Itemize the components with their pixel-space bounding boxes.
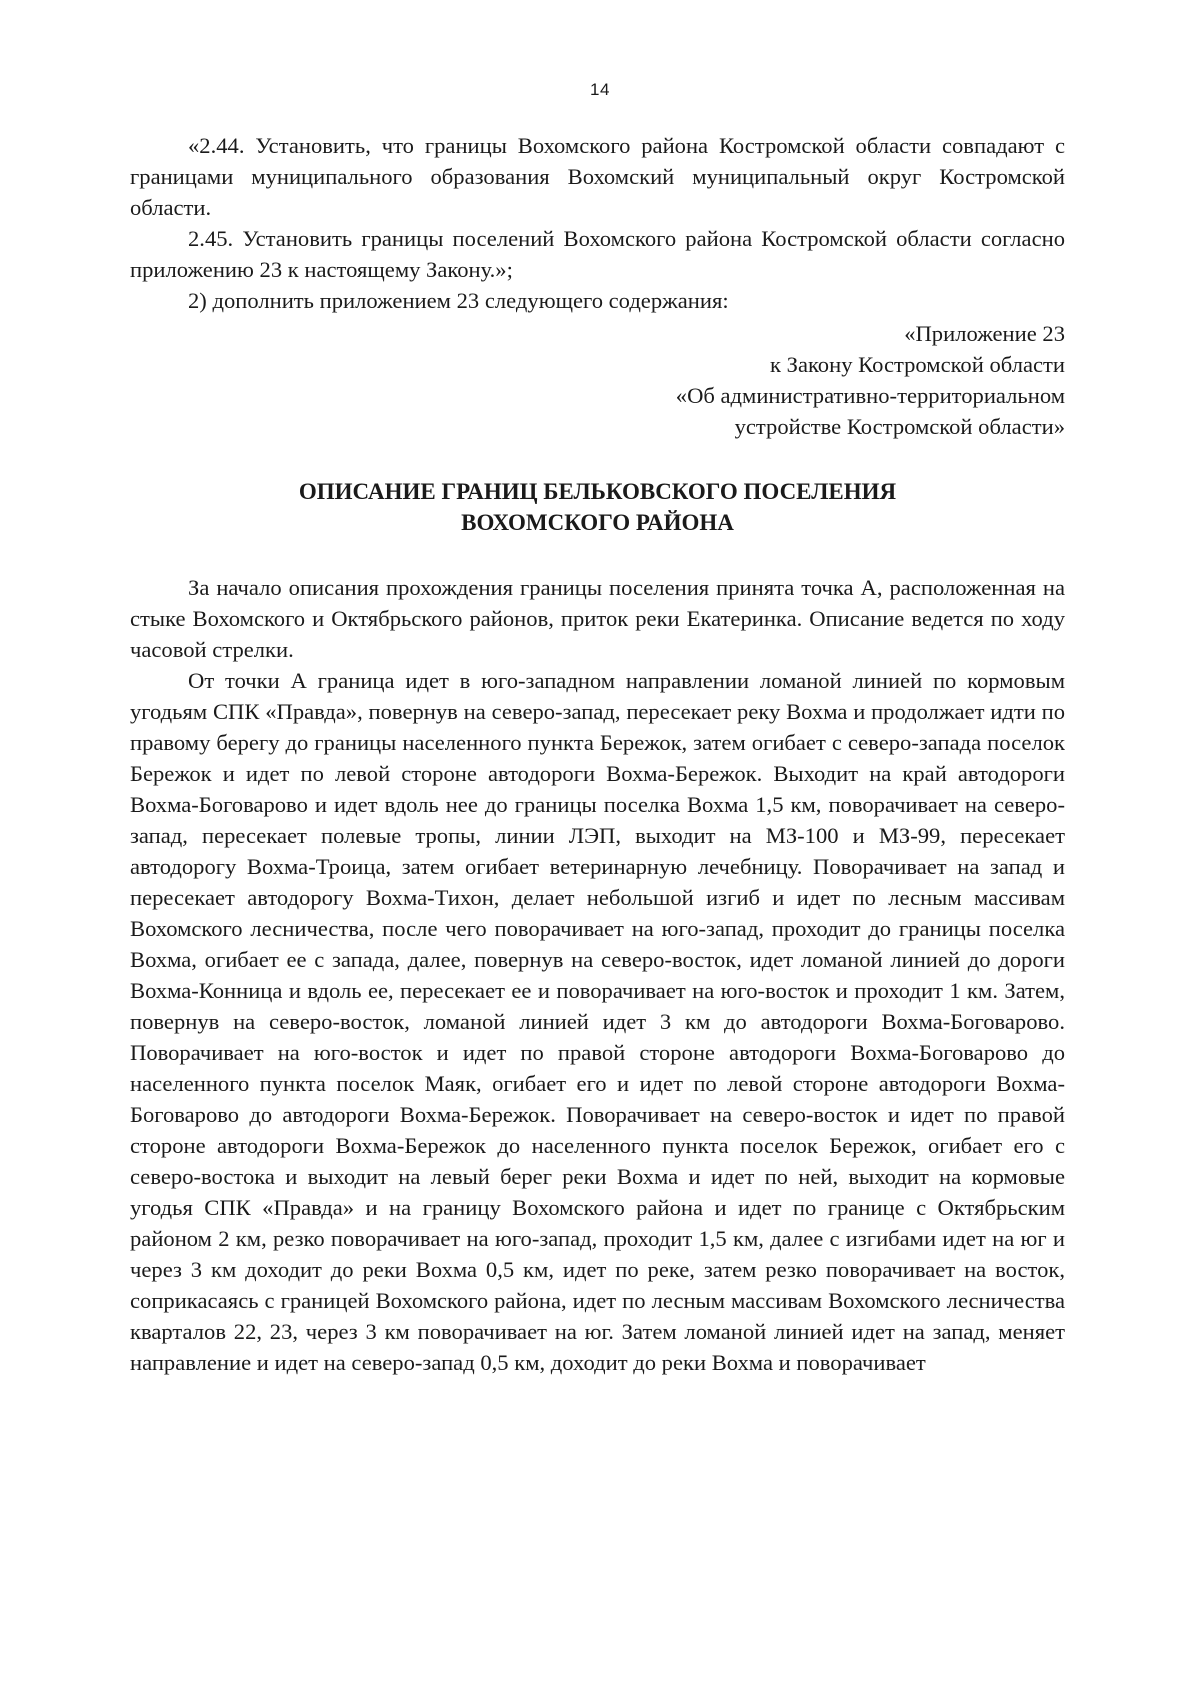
section-heading xyxy=(130,476,1065,538)
appendix-reference xyxy=(130,318,1065,442)
appendix-line-4: устройстве Костромской области» xyxy=(734,414,1065,439)
heading-line-2: ВОХОМСКОГО РАЙОНА xyxy=(461,510,734,535)
heading-line-1: ОПИСАНИЕ ГРАНИЦ БЕЛЬКОВСКОГО ПОСЕЛЕНИЯ xyxy=(298,479,897,504)
intro-paragraph-2-44: «2.44. Установить, что границы Вохомского района Костромской области совпадают с границами муниципального образования Вохомский муниципальный округ Костромской области. xyxy=(130,133,1065,220)
appendix-line-1: «Приложение 23 xyxy=(904,321,1065,346)
intro-paragraph-2-45: 2.45. Установить границы поселений Вохомского района Костромской области согласно приложению 23 к настоящему Закону.»; xyxy=(130,226,1065,282)
body-paragraph-route: От точки А граница идет в юго-западном направлении ломаной линией по кормовым угодьям СПК «Правда», повернув на северо-запад, пересекает реку Вохма и продолжает идти по правому берегу до границы населенного пункта Бережок, затем огибает с северо-запада поселок Бережок и идет по левой стороне автодороги Вохма-Бережок. Выходит на край автодороги Вохма-Боговарово и идет вдоль нее до границы поселка Вохма 1,5 км, поворачивает на северо-запад, пересекает полевые тропы, линии ЛЭП, выходит на МЗ-100 и МЗ-99, пересекает автодорогу Вохма-Троица, затем огибает ветеринарную лечебницу. Поворачивает на запад и пересекает автодорогу Вохма-Тихон, делает небольшой изгиб и идет по лесным массивам Вохомского лесничества, после чего поворачивает на юго-запад, проходит до границы поселка Вохма, огибает ее с запада, далее, повернув на северо-восток, идет ломаной линией до дороги Вохма-Конница и вдоль ее, пересекает ее и поворачивает на юго-восток и проходит 1 км. Затем, повернув на северо-восток, ломаной линией идет 3 км до автодороги Вохма-Боговарово. Поворачивает на юго-восток и идет по правой стороне автодороги Вохма-Боговарово до населенного пункта поселок Маяк, огибает его и идет по левой стороне автодороги Вохма-Боговарово до автодороги Вохма-Бережок. Поворачивает на северо-восток и идет по правой стороне автодороги Вохма-Бережок до населенного пункта поселок Бережок, огибает его с северо-востока и выходит на левый берег реки Вохма и идет по ней, выходит на кормовые угодья СПК «Правда» и на границу Вохомского района и идет по границе с Октябрьским районом 2 км, резко поворачивает на юго-запад, проходит 1,5 км, далее с изгибами идет на юг и через 3 км доходит до реки Вохма 0,5 км, идет по реке, затем резко поворачивает на восток, соприкасаясь с границей Вохомского района, идет по лесным массивам Вохомского лесничества кварталов 22, 23, через 3 км поворачивает на юг. Затем ломаной линией идет на запад, меняет направление и идет на северо-запад 0,5 км, доходит до реки Вохма и поворачивает xyxy=(130,668,1065,1375)
body-paragraph-start-point: За начало описания прохождения границы поселения принята точка А, расположенная на стыке Вохомского и Октябрьского районов, приток реки Екатеринка. Описание ведется по ходу часовой стрелки. xyxy=(130,575,1065,662)
boundary-description xyxy=(130,572,1065,1378)
page-number: 14 xyxy=(590,80,610,99)
appendix-line-2: к Закону Костромской области xyxy=(770,352,1065,377)
document-content xyxy=(130,130,1065,1378)
intro-paragraph-amendment: 2) дополнить приложением 23 следующего содержания: xyxy=(188,288,729,313)
appendix-line-3: «Об административно-территориальном xyxy=(675,383,1065,408)
